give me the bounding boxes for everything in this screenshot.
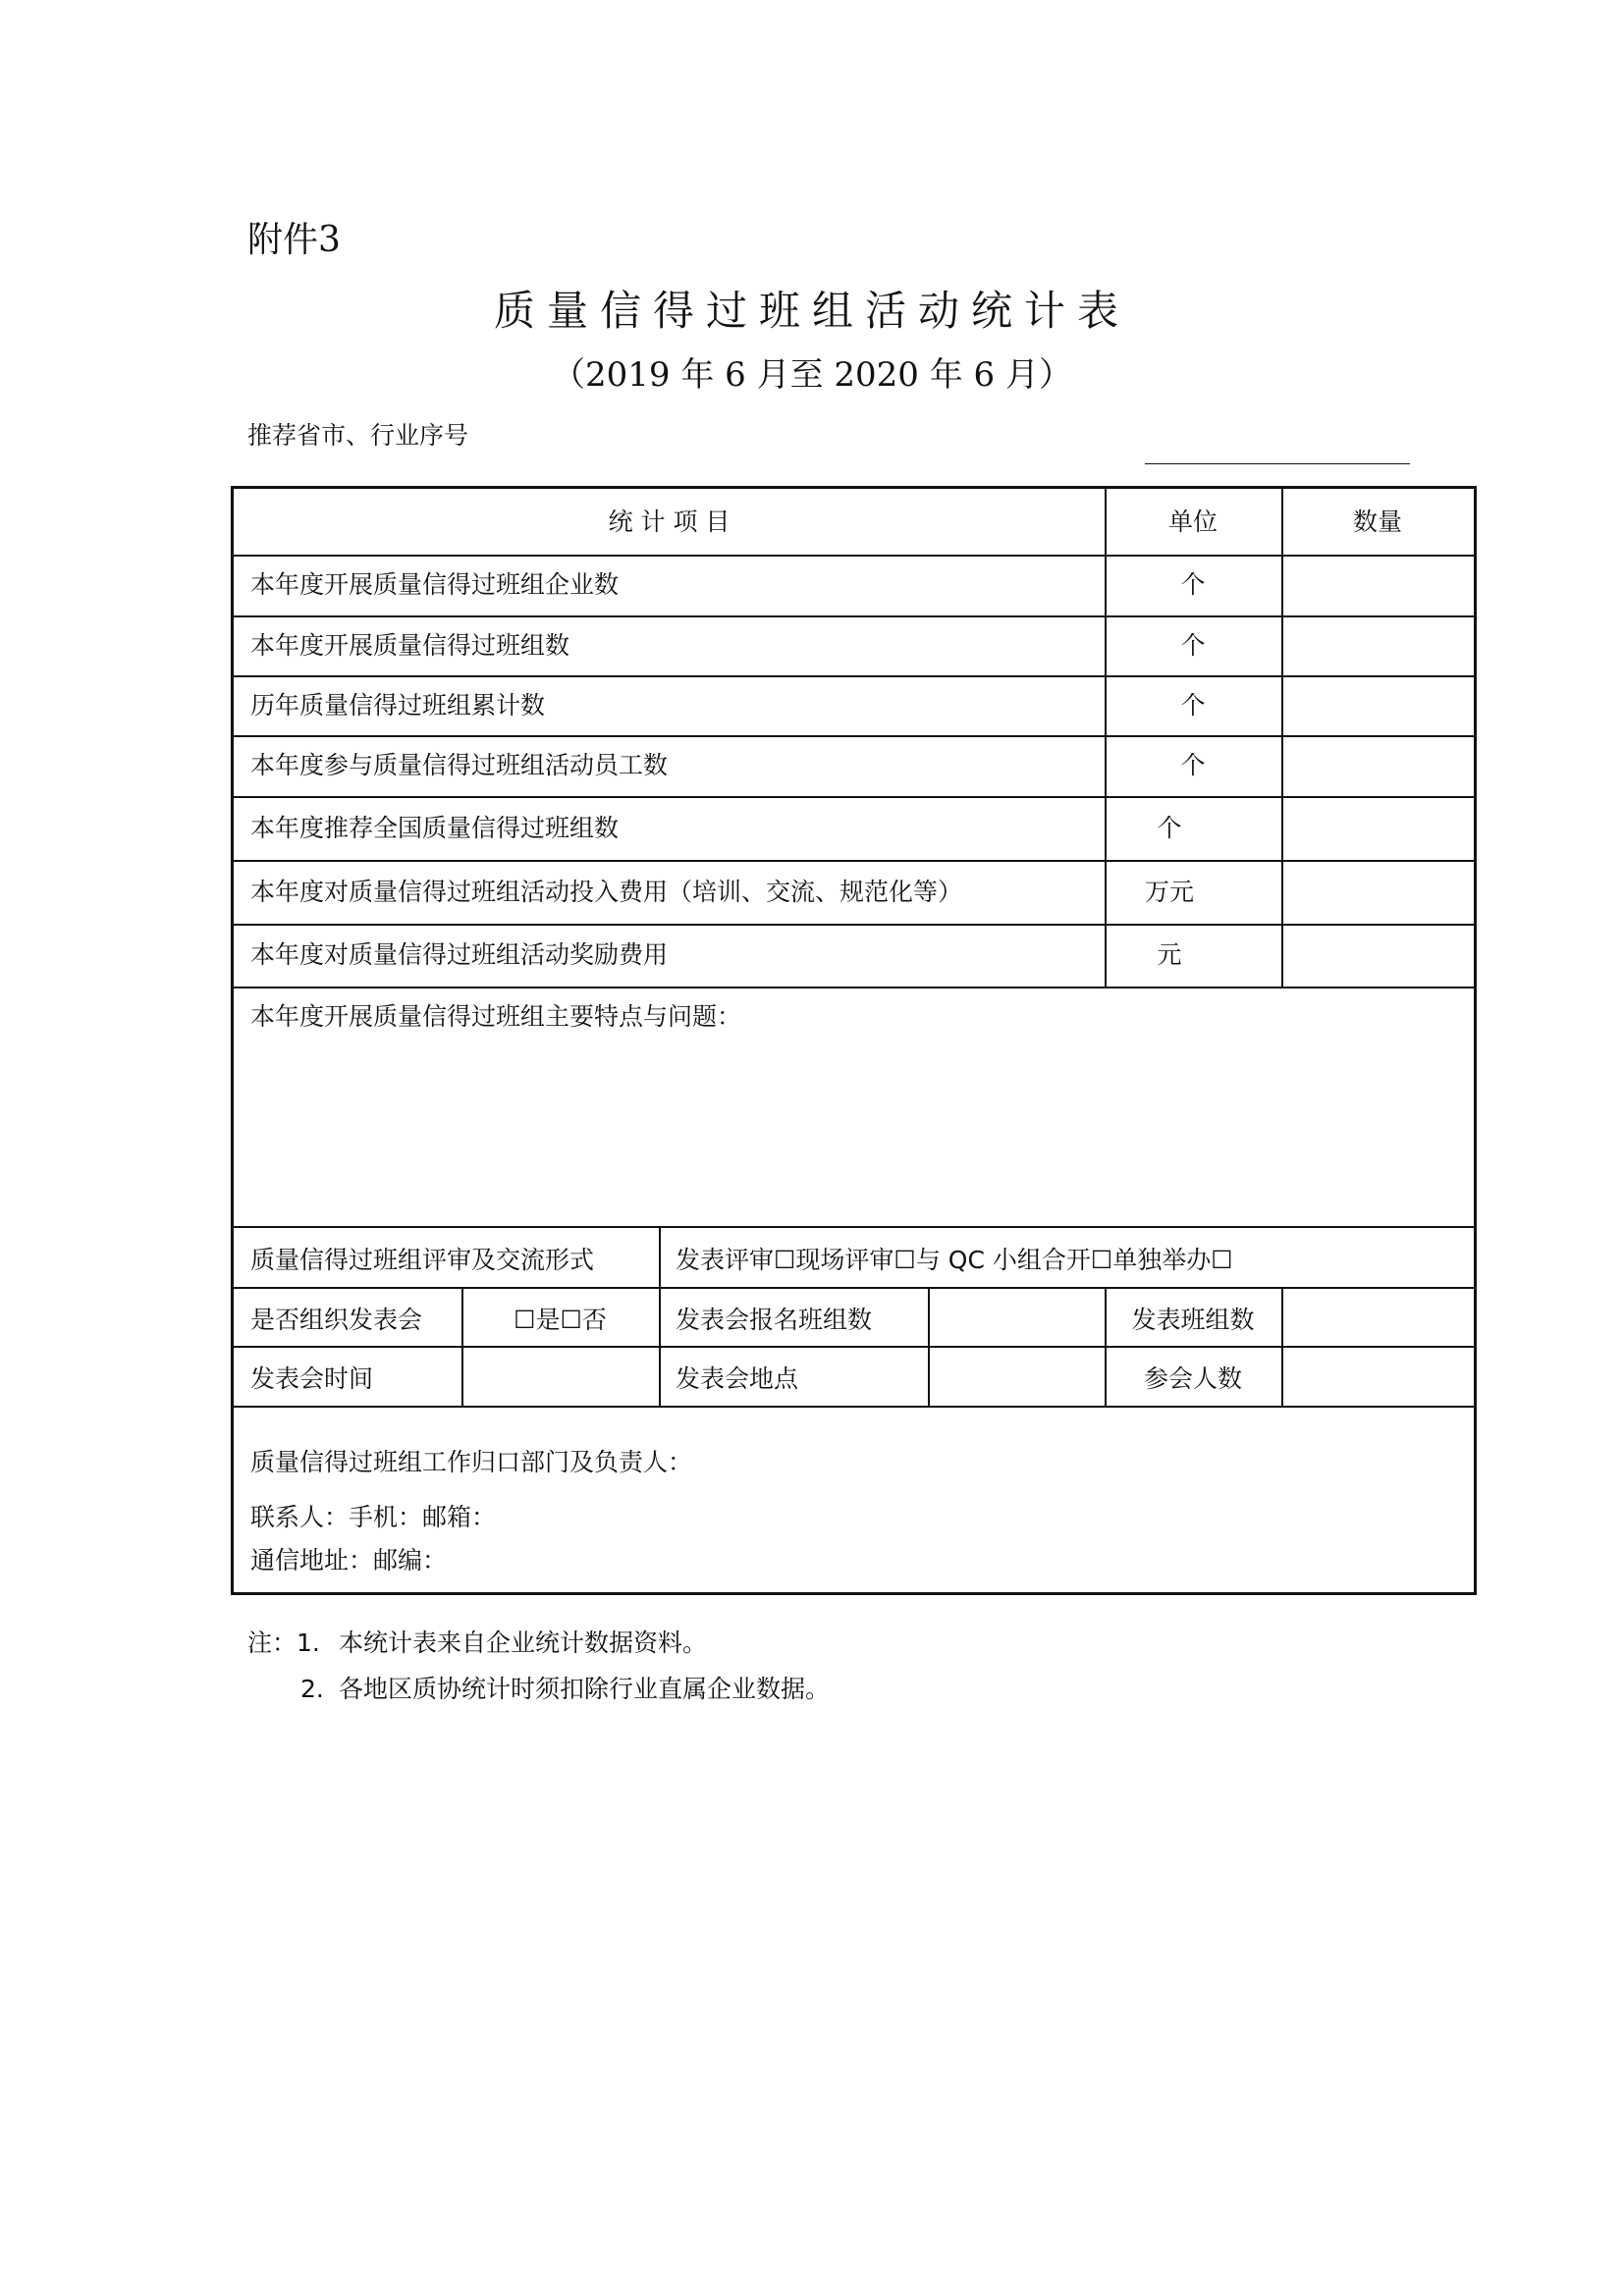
review-label: 质量信得过班组评审及交流形式 (250, 1246, 595, 1274)
note-prefix-2: 2. (300, 1675, 324, 1703)
header-unit: 单位 (1167, 507, 1218, 536)
meeting-label: 是否组织发表会 (250, 1306, 423, 1334)
col-divider (1281, 1287, 1283, 1408)
row-divider (234, 675, 1474, 677)
col-divider (1105, 489, 1107, 988)
row-divider (234, 796, 1474, 798)
table-row-unit: 个 (1180, 691, 1206, 720)
place-label: 发表会地点 (676, 1364, 799, 1393)
table-row-unit: 万元 (1144, 878, 1194, 906)
row-divider (234, 860, 1474, 862)
row-divider (234, 924, 1474, 926)
row-divider (234, 555, 1474, 557)
row-divider (234, 735, 1474, 737)
row-divider (234, 987, 1474, 988)
signup-label: 发表会报名班组数 (676, 1306, 873, 1334)
table-row-item: 本年度对质量信得过班组活动投入费用（培训、交流、规范化等） (250, 878, 963, 906)
present-label: 发表班组数 (1131, 1306, 1255, 1334)
col-divider (659, 1226, 661, 1408)
address-label: 通信地址：邮编： (250, 1546, 448, 1575)
note-line-1: 本统计表来自企业统计数据资料。 (339, 1629, 708, 1657)
table-row-item: 本年度开展质量信得过班组数 (250, 631, 570, 660)
row-divider (234, 615, 1474, 617)
attendees-label: 参会人数 (1143, 1364, 1242, 1393)
note-line-2: 各地区质协统计时须扣除行业直属企业数据。 (339, 1675, 831, 1703)
table-row-item: 本年度开展质量信得过班组企业数 (250, 570, 620, 599)
statistics-table (231, 486, 1477, 1595)
dept-label: 质量信得过班组工作归口部门及负责人： (250, 1448, 693, 1476)
table-row-unit: 个 (1180, 570, 1206, 599)
row-divider (234, 1287, 1474, 1289)
table-row-item: 本年度推荐全国质量信得过班组数 (250, 814, 620, 842)
recommend-blank-line (1145, 463, 1410, 464)
table-row-unit: 个 (1157, 814, 1182, 842)
page-title: 质量信得过班组活动统计表 (493, 287, 1130, 335)
meeting-options: ☐是☐否 (514, 1306, 607, 1334)
page-subtitle: （2019 年 6 月至 2020 年 6 月） (552, 355, 1072, 395)
row-divider (234, 1406, 1474, 1408)
table-row-item: 历年质量信得过班组累计数 (250, 691, 546, 720)
header-qty: 数量 (1352, 507, 1402, 536)
header-item: 统 计 项 目 (608, 507, 731, 536)
col-divider (928, 1287, 930, 1408)
time-label: 发表会时间 (250, 1364, 374, 1393)
note-prefix: 注：1. (247, 1629, 320, 1657)
table-row-item: 本年度对质量信得过班组活动奖励费用 (250, 940, 669, 969)
row-divider (234, 1226, 1474, 1228)
review-options: 发表评审☐现场评审☐与 QC 小组合开☐单独举办☐ (676, 1246, 1233, 1274)
table-row-item: 本年度参与质量信得过班组活动员工数 (250, 751, 669, 779)
table-row-unit: 个 (1180, 751, 1206, 779)
attachment-label: 附件3 (247, 220, 341, 260)
table-row-unit: 元 (1157, 940, 1182, 969)
recommend-label: 推荐省市、行业序号 (247, 421, 469, 450)
table-row-unit: 个 (1180, 631, 1206, 660)
features-label: 本年度开展质量信得过班组主要特点与问题： (250, 1002, 742, 1031)
row-divider (234, 1346, 1474, 1348)
contact-label: 联系人：手机：邮箱： (250, 1503, 497, 1531)
col-divider (1281, 489, 1283, 988)
